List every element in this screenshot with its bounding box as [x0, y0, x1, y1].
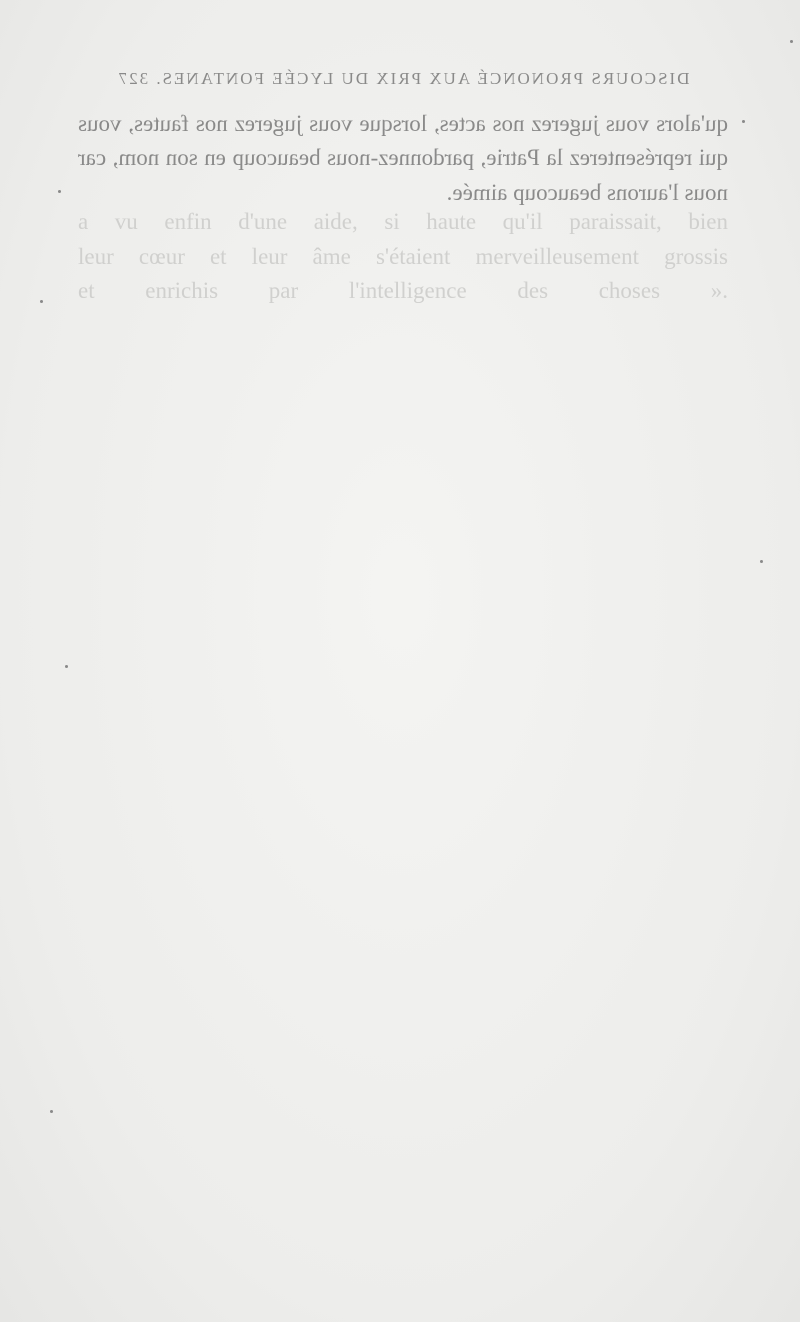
paper-speck	[65, 665, 68, 668]
faded-line: leur cœur et leur âme s'étaient merveilleusement grossis	[78, 243, 728, 269]
faded-line: et enrichis par l'intelligence des choses ».	[78, 278, 728, 303]
bleed-through-text	[78, 62, 728, 1062]
paper-speck	[790, 40, 793, 43]
paper-speck	[742, 120, 745, 123]
running-header: DISCOURS PRONONCÉ AUX PRIX DU LYCÉE FONTANES. 327	[116, 69, 690, 88]
paper-speck	[50, 1110, 53, 1113]
paper-speck	[760, 560, 763, 563]
faded-line: a vu enfin d'une aide, si haute qu'il paraissait, bien	[78, 209, 728, 234]
paper-speck	[58, 190, 61, 193]
bleed-paragraph: qu'alors vous jugerez nos actes, lorsque vous jugerez nos fautes, vous qui représenterez la Patrie, pardonnez-nous beaucoup en son nom, car nous l'aurons beaucoup aimée.	[78, 110, 728, 205]
paper-speck	[40, 300, 43, 303]
